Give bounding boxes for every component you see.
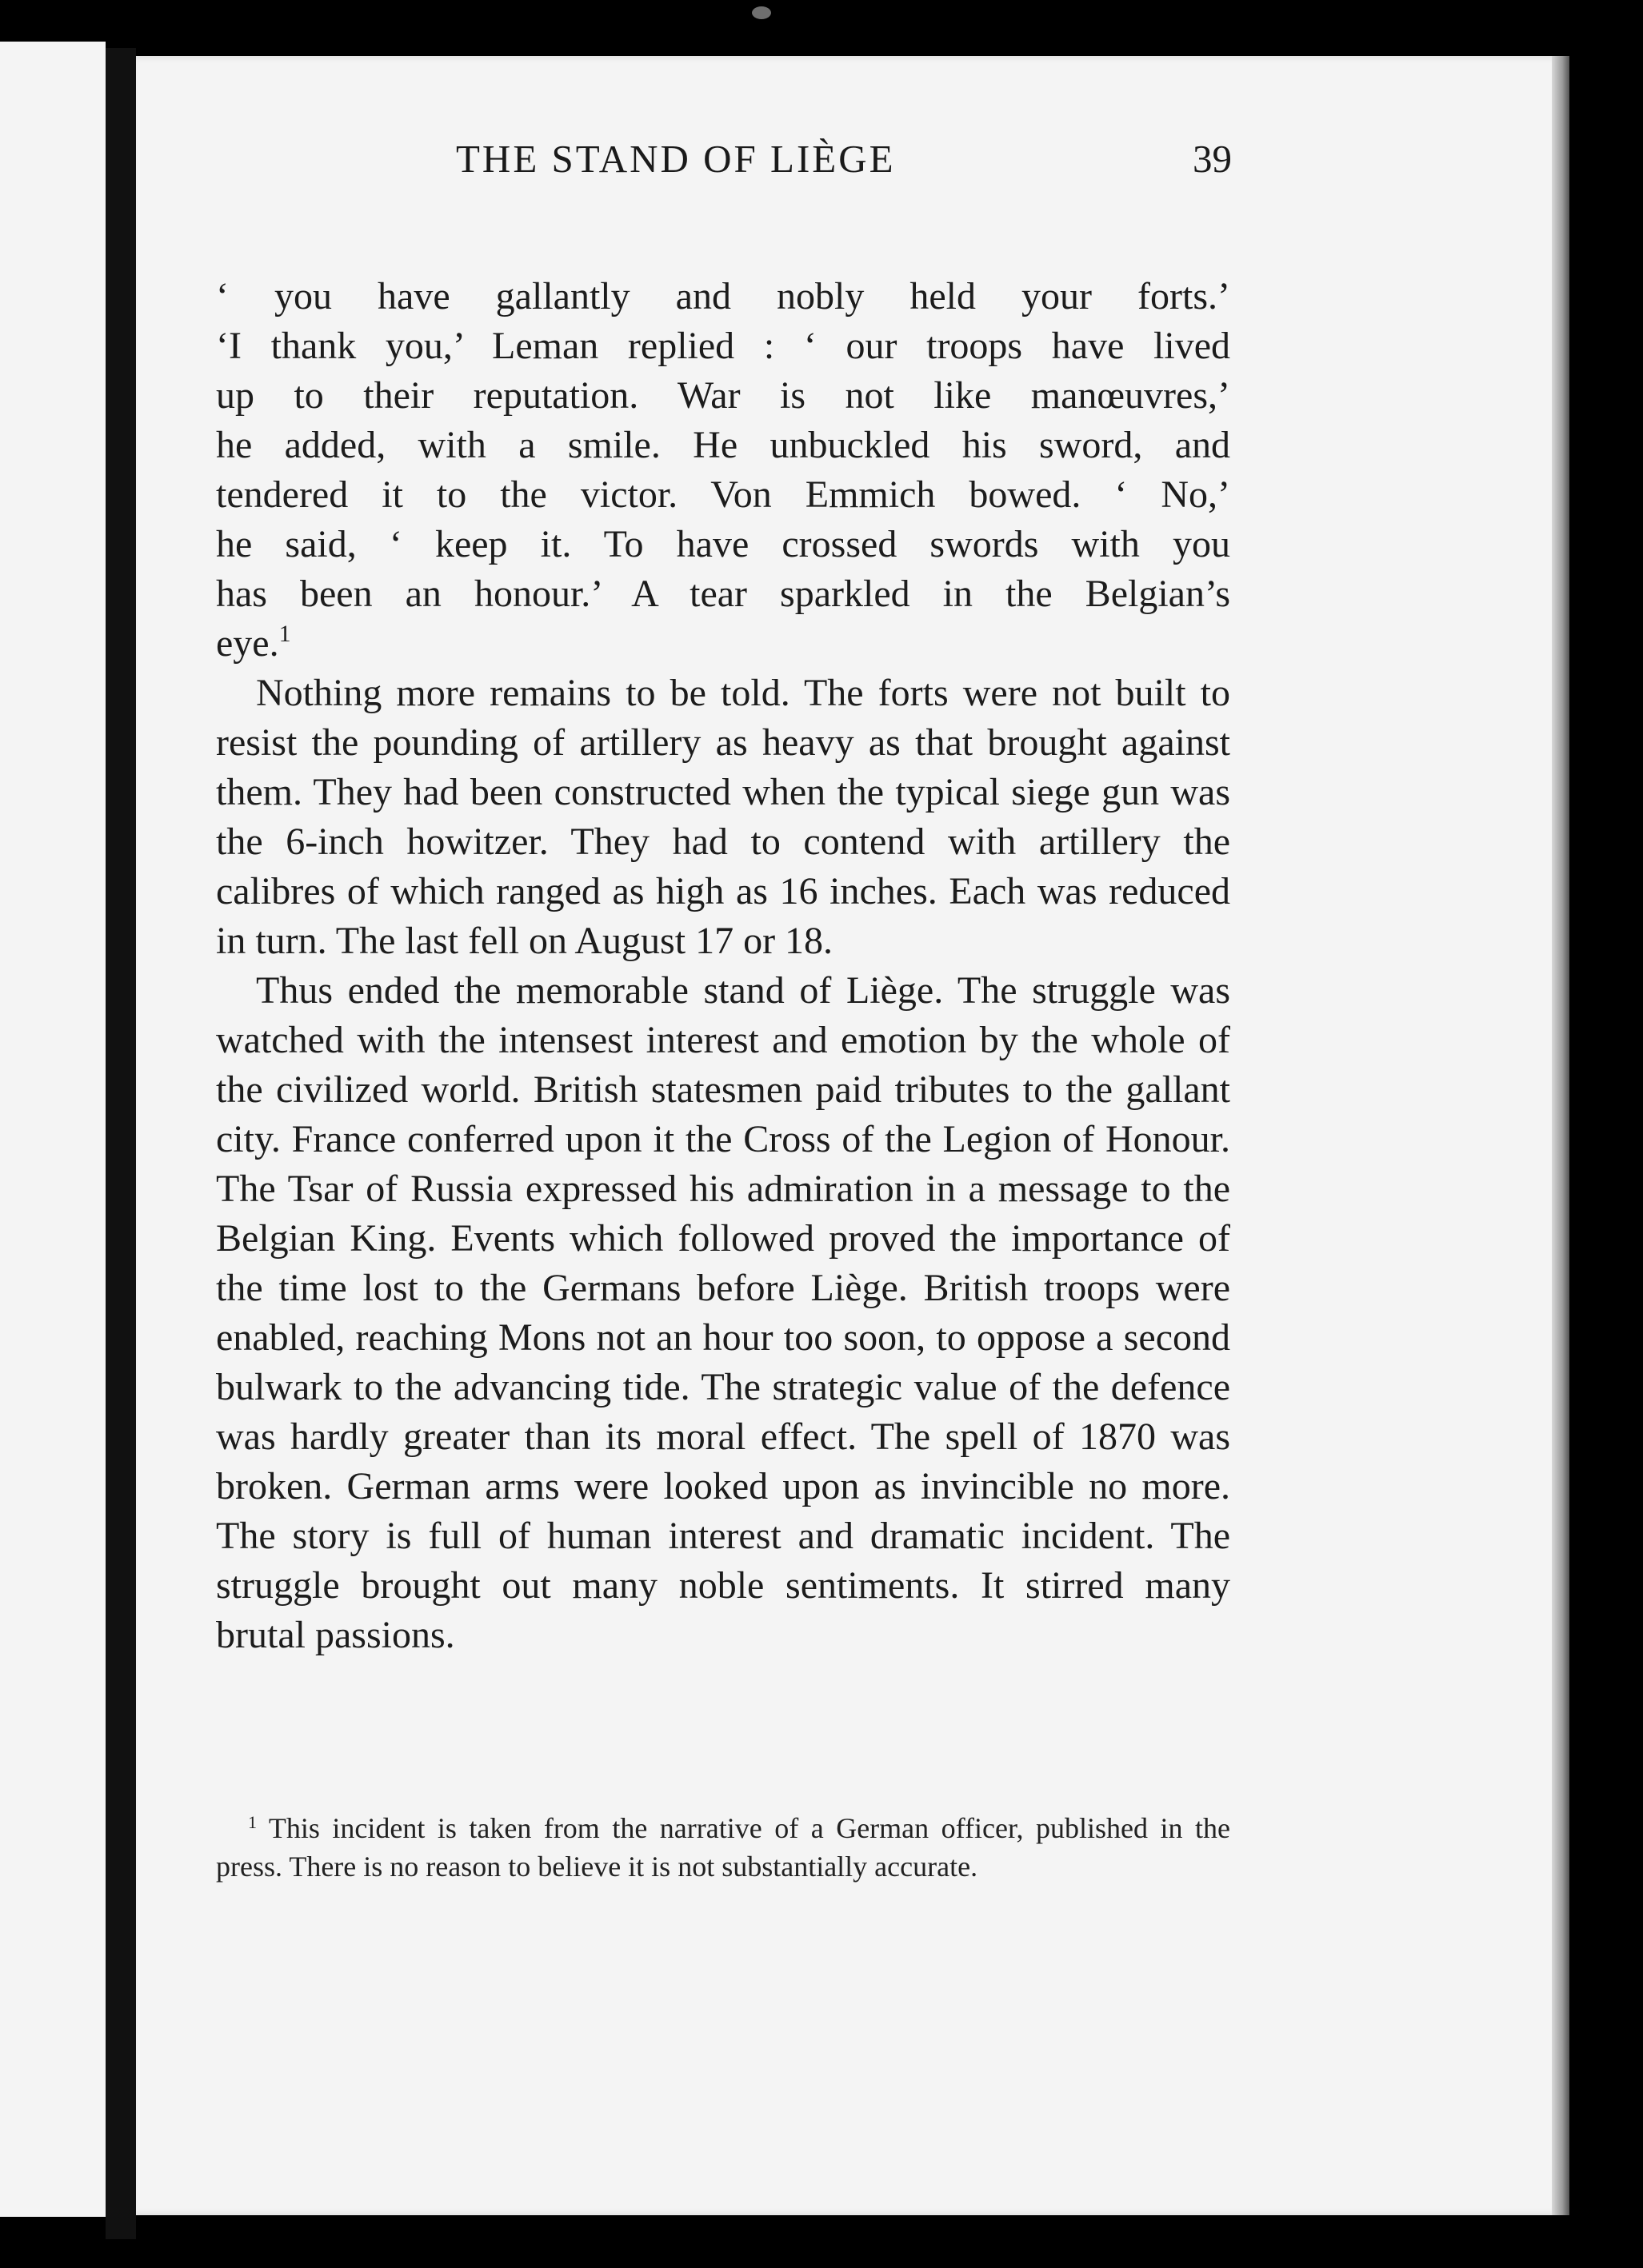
footnote-marker: 1 xyxy=(278,621,291,647)
text-line: he added, with a smile. He unbuckled his sword, and xyxy=(216,424,1230,466)
text-line: has been an honour.’ A tear sparkled in the Belgian’s xyxy=(216,573,1230,615)
book-gutter xyxy=(106,48,136,2239)
text-line: up to their reputation. War is not like manœuvres,’ xyxy=(216,374,1230,417)
paragraph-2: Nothing more remains to be told. The forts were not built to resist the pounding of artillery as heavy as that brought against them. They had been constructed when the typical siege gun was the 6-inch howitzer. They had to contend with artillery the calibres of which ranged as high as 16 inches. Each was reduced in turn. The last fell on August 17 or 18. xyxy=(216,672,1230,962)
running-header xyxy=(352,136,1232,208)
paragraph-1 xyxy=(216,272,1230,669)
footnote xyxy=(216,1809,1230,1886)
paragraph-3: Thus ended the memorable stand of Liège. The struggle was watched with the intensest interest and emotion by the whole of the civilized world. British statesmen paid tributes to the gallant city. France conferred upon it the Cross of the Legion of Honour. The Tsar of Russia expressed his admiration in a message to the Belgian King. Events which followed proved the importance of the time lost to the Germans before Liège. British troops were enabled, reaching Mons not an hour too soon, to oppose a second bulwark to the advancing tide. The strategic value of the defence was hardly greater than its moral effect. The spell of 1870 was broken. German arms were looked upon as invincible no more. The story is full of human interest and dramatic incident. The struggle brought out many noble sentiments. It stirred many brutal passions. xyxy=(216,969,1230,1656)
footnote-text: This incident is taken from the narrative of a German officer, published in the press. There is no reason to believe it is not substantially accurate. xyxy=(216,1812,1230,1883)
footnote-number: 1 xyxy=(248,1812,257,1832)
chapter-title: THE STAND OF LIÈGE xyxy=(456,137,896,181)
page-edge-shadow xyxy=(1552,56,1569,2215)
text-line: he said, ‘ keep it. To have crossed swords with you xyxy=(216,523,1230,565)
text-fragment: eye. xyxy=(216,622,279,665)
text-line: tendered it to the victor. Von Emmich bowed. ‘ No,’ xyxy=(216,473,1230,516)
page-number: 39 xyxy=(1193,137,1232,181)
body-text xyxy=(216,272,1230,1660)
scan-speck xyxy=(752,6,771,19)
text-line: ‘I thank you,’ Leman replied : ‘ our troops have lived xyxy=(216,325,1230,367)
text-line: ‘ you have gallantly and nobly held your forts.’ xyxy=(216,275,1230,317)
text-line-last xyxy=(216,619,1230,669)
facing-page-edge xyxy=(0,42,106,2217)
